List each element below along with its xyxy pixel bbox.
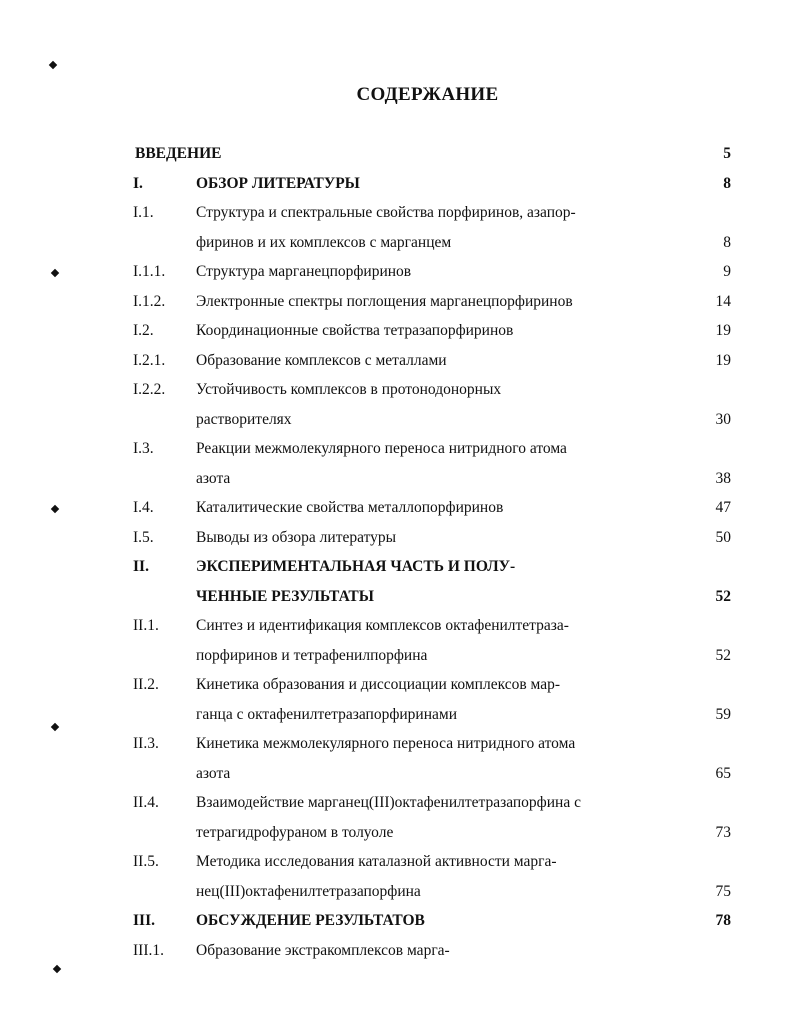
- toc-entry-page: 47: [715, 499, 731, 516]
- toc-entry-title: тетрагидрофураном в толуоле: [196, 824, 394, 841]
- toc-entry-number: I.1.1.: [133, 263, 166, 280]
- toc-entry: [0, 763, 791, 785]
- toc-entry-title: Электронные спектры поглощения марганецпорфиринов: [196, 293, 573, 310]
- toc-entry-number: III.: [133, 912, 155, 929]
- toc-entry: [0, 586, 791, 608]
- toc-entry-page: 30: [715, 411, 731, 428]
- toc-entry: [0, 615, 791, 637]
- toc-entry: [0, 733, 791, 755]
- toc-entry-page: 9: [723, 263, 731, 280]
- toc-entry-title: ОБСУЖДЕНИЕ РЕЗУЛЬТАТОВ: [196, 912, 425, 929]
- toc-entry-page: 8: [723, 234, 731, 251]
- toc-entry: [0, 910, 791, 932]
- toc-entry: [0, 350, 791, 372]
- toc-entry-title: Структура марганецпорфиринов: [196, 263, 412, 280]
- toc-entry: [0, 497, 791, 519]
- toc-entry-page: 19: [715, 322, 731, 339]
- toc-entry: [0, 320, 791, 342]
- page-title: СОДЕРЖАНИЕ: [356, 84, 499, 105]
- toc-entry: [0, 792, 791, 814]
- toc-entry-number: I.: [133, 175, 143, 192]
- toc-entry: [0, 232, 791, 254]
- toc-entry-title: Устойчивость комплексов в протонодонорных: [196, 381, 502, 398]
- toc-entry-title: растворителях: [196, 411, 292, 428]
- toc-entry-number: II.: [133, 558, 149, 575]
- toc-entry: [0, 556, 791, 578]
- toc-entry-title: ганца с октафенилтетразапорфиринами: [196, 706, 458, 723]
- toc-entry-number: II.3.: [133, 735, 159, 752]
- toc-entry-page: 52: [715, 588, 731, 605]
- toc-entry: [0, 940, 791, 962]
- toc-entry: [0, 704, 791, 726]
- toc-entry-page: 8: [723, 175, 731, 192]
- toc-entry-page: 5: [723, 145, 731, 162]
- toc-entry-number: II.1.: [133, 617, 159, 634]
- toc-entry: [0, 173, 791, 195]
- toc-entry-page: 65: [715, 765, 731, 782]
- toc-entry-title: Образование комплексов с металлами: [196, 352, 447, 369]
- toc-entry-page: 38: [715, 470, 731, 487]
- toc-entry: [0, 261, 791, 283]
- toc-entry-number: I.2.1.: [133, 352, 166, 369]
- toc-entry-title: Синтез и идентификация комплексов октафенилтетраза-: [196, 617, 569, 634]
- toc-entry: [0, 143, 791, 165]
- toc-entry-page: 78: [715, 912, 731, 929]
- toc-entry-title: ЭКСПЕРИМЕНТАЛЬНАЯ ЧАСТЬ И ПОЛУ-: [196, 558, 516, 575]
- toc-entry-title: Реакции межмолекулярного переноса нитридного атома: [196, 440, 567, 457]
- toc-entry-title: Координационные свойства тетразапорфиринов: [196, 322, 514, 339]
- toc-entry-number: I.5.: [133, 529, 154, 546]
- toc-entry-page: 59: [715, 706, 731, 723]
- toc-entry-number: I.2.: [133, 322, 154, 339]
- toc-entry-title: Кинетика образования и диссоциации комплексов мар-: [196, 676, 561, 693]
- toc-entry-title: ВВЕДЕНИЕ: [135, 145, 222, 162]
- toc-entry-title: нец(III)октафенилтетразапорфина: [196, 883, 421, 900]
- toc-entry-page: 50: [715, 529, 731, 546]
- toc-entry: [0, 881, 791, 903]
- toc-entry-title: Образование экстракомплексов марга-: [196, 942, 450, 959]
- toc-entry-number: I.4.: [133, 499, 154, 516]
- toc-entry-title: Кинетика межмолекулярного переноса нитридного атома: [196, 735, 576, 752]
- toc-entry: [0, 674, 791, 696]
- toc-entry-title: азота: [196, 765, 231, 782]
- toc-entry-title: азота: [196, 470, 231, 487]
- toc-entry-title: Каталитические свойства металлопорфиринов: [196, 499, 504, 516]
- toc-entry-page: 19: [715, 352, 731, 369]
- toc-entry-number: I.1.2.: [133, 293, 166, 310]
- toc-entry-number: I.1.: [133, 204, 154, 221]
- toc-entry: [0, 202, 791, 224]
- toc-entry-title: Методика исследования каталазной активности марга-: [196, 853, 557, 870]
- toc-entry: [0, 645, 791, 667]
- toc-entry-title: Выводы из обзора литературы: [196, 529, 397, 546]
- toc-entry-title: ЧЕННЫЕ РЕЗУЛЬТАТЫ: [196, 588, 374, 605]
- toc-entry-number: II.4.: [133, 794, 159, 811]
- toc-entry-number: I.3.: [133, 440, 154, 457]
- toc-entry-page: 73: [715, 824, 731, 841]
- toc-entry: [0, 409, 791, 431]
- toc-entry-number: I.2.2.: [133, 381, 166, 398]
- toc-entry: [0, 438, 791, 460]
- toc-entry: [0, 527, 791, 549]
- toc-entry: [0, 291, 791, 313]
- toc-entry-page: 52: [715, 647, 731, 664]
- toc-entry: [0, 468, 791, 490]
- toc-entry-title: порфиринов и тетрафенилпорфина: [196, 647, 428, 664]
- toc-entry-title: ОБЗОР ЛИТЕРАТУРЫ: [196, 175, 360, 192]
- toc-entry-title: Взаимодействие марганец(III)октафенилтетразапорфина с: [196, 794, 581, 811]
- toc-entry-number: III.1.: [133, 942, 164, 959]
- toc-entry: [0, 379, 791, 401]
- toc-entry-page: 75: [715, 883, 731, 900]
- toc-entry-title: Структура и спектральные свойства порфиринов, азапор-: [196, 204, 576, 221]
- toc-entry-page: 14: [715, 293, 731, 310]
- toc-entry: [0, 851, 791, 873]
- toc-entry-number: II.5.: [133, 853, 159, 870]
- toc-entry: [0, 822, 791, 844]
- toc-entry-title: фиринов и их комплексов с марганцем: [196, 234, 452, 251]
- toc-entry-number: II.2.: [133, 676, 159, 693]
